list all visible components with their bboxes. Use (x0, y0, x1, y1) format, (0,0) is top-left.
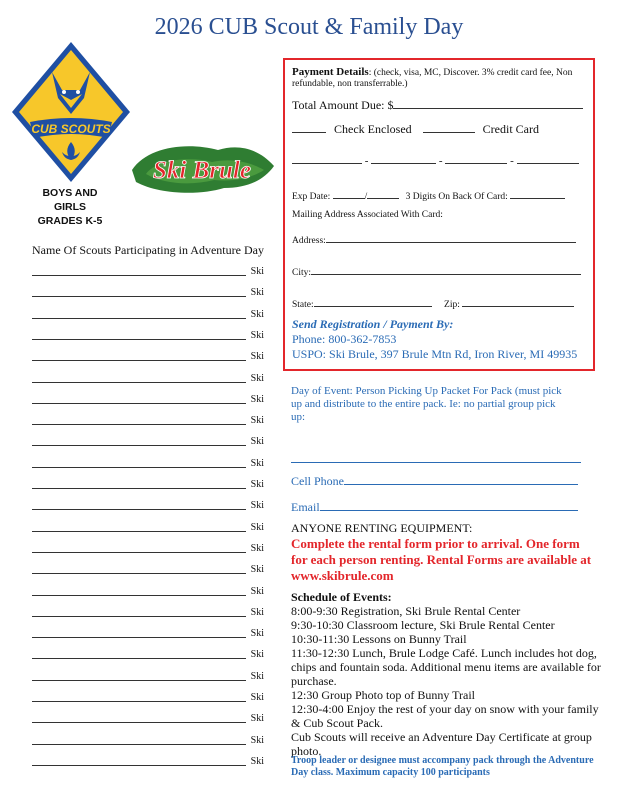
email-row (291, 500, 578, 515)
check-label: Check Enclosed (334, 122, 412, 136)
scout-name-row[interactable] (32, 350, 264, 362)
method-row (292, 122, 539, 137)
schedule-item: 10:30-11:30 Lessons on Bunny Trail (291, 632, 467, 646)
card-number-1[interactable] (292, 153, 362, 164)
payment-note: : (check, visa, MC, Discover. 3% credit card fee, Non refundable, non transferrable.) (292, 68, 573, 89)
scout-name-field[interactable] (32, 616, 246, 617)
cvv-label: 3 Digits On Back Of Card: (405, 192, 508, 202)
state-label: State: (292, 300, 314, 310)
schedule-heading: Schedule of Events: (291, 590, 392, 604)
day-of-event-line3: up: (291, 411, 306, 423)
scout-name-row[interactable] (32, 585, 264, 597)
schedule-item: 12:30-4:00 Enjoy the rest of your day on snow with your family & Cub Scout Pack. (291, 702, 599, 730)
zip-label: Zip: (444, 300, 460, 310)
scout-name-field[interactable] (32, 360, 246, 361)
schedule-item: Cub Scouts will receive an Adventure Day Certificate at group photo. (291, 730, 592, 758)
send-heading: Send Registration / Payment By: (292, 317, 454, 331)
scout-row-suffix: Ski (250, 542, 264, 554)
exp-label: Exp Date: (292, 192, 331, 202)
scout-name-field[interactable] (32, 488, 246, 489)
scout-row-suffix: Ski (250, 564, 264, 576)
scout-name-row[interactable] (32, 691, 264, 703)
scout-name-field[interactable] (32, 445, 246, 446)
scout-name-field[interactable] (32, 424, 246, 425)
scout-name-row[interactable] (32, 457, 264, 469)
card-number-row: - - - (292, 153, 579, 167)
scout-row-suffix: Ski (250, 628, 264, 640)
scout-name-row[interactable] (32, 414, 264, 426)
city-field[interactable] (311, 264, 581, 275)
cell-phone-label: Cell Phone (291, 474, 344, 488)
scout-row-suffix: Ski (250, 393, 264, 405)
email-field[interactable] (320, 500, 578, 511)
scout-row-suffix: Ski (250, 500, 264, 512)
scout-name-row[interactable] (32, 329, 264, 341)
address-label: Address: (292, 236, 326, 246)
scout-name-row[interactable] (32, 606, 264, 618)
scout-name-row[interactable] (32, 627, 264, 639)
scout-row-suffix: Ski (250, 713, 264, 725)
credit-blank[interactable] (423, 122, 475, 133)
send-phone: Phone: 800-362-7853 (292, 332, 397, 346)
card-number-2[interactable] (371, 153, 436, 164)
total-field[interactable] (393, 98, 583, 109)
scout-row-suffix: Ski (250, 287, 264, 299)
scout-row-suffix: Ski (250, 457, 264, 469)
total-row (292, 98, 583, 113)
scout-name-field[interactable] (32, 318, 246, 319)
schedule-item: 11:30-12:30 Lunch, Brule Lodge Café. Lunch includes hot dog, chips and fountain soda. Additional menu items are available for purchase. (291, 646, 601, 688)
scout-name-row[interactable] (32, 286, 264, 298)
schedule-item: 12:30 Group Photo top of Bunny Trail (291, 688, 476, 702)
scout-name-field[interactable] (32, 403, 246, 404)
scout-name-row[interactable] (32, 648, 264, 660)
scout-name-field[interactable] (32, 382, 246, 383)
ski-brule-logo (128, 136, 276, 202)
scout-name-field[interactable] (32, 722, 246, 723)
scout-name-row[interactable] (32, 308, 264, 320)
scout-name-field[interactable] (32, 531, 246, 532)
state-zip-row (292, 296, 574, 310)
scout-row-suffix: Ski (250, 734, 264, 746)
tagline-line1: BOYS AND GIRLS (42, 187, 98, 213)
exp-month[interactable] (333, 188, 365, 199)
scouts-heading: Name Of Scouts Participating in Adventure Day (32, 243, 264, 257)
scout-name-row[interactable] (32, 712, 264, 724)
tagline-line2: GRADES K-5 (37, 215, 103, 227)
grade-tagline (30, 186, 110, 228)
scout-name-field[interactable] (32, 701, 246, 702)
total-label: Total Amount Due: $ (292, 98, 394, 112)
scout-row-suffix: Ski (250, 606, 264, 618)
scout-row-suffix: Ski (250, 415, 264, 427)
scout-name-row[interactable] (32, 372, 264, 384)
scout-name-row[interactable] (32, 521, 264, 533)
scout-name-row[interactable] (32, 734, 264, 746)
scout-name-row[interactable] (32, 563, 264, 575)
scout-name-field[interactable] (32, 658, 246, 659)
scout-name-row[interactable] (32, 265, 264, 277)
scout-name-row[interactable] (32, 755, 264, 767)
scout-name-field[interactable] (32, 467, 246, 468)
scout-name-field[interactable] (32, 275, 246, 276)
scout-row-suffix: Ski (250, 351, 264, 363)
scout-row-suffix: Ski (250, 670, 264, 682)
scout-name-row[interactable] (32, 478, 264, 490)
exp-sep: / (364, 192, 368, 202)
schedule-item: 9:30-10:30 Classroom lecture, Ski Brule Rental Center (291, 618, 555, 632)
rental-heading: ANYONE RENTING EQUIPMENT: (291, 521, 473, 535)
schedule-item: 8:00-9:30 Registration, Ski Brule Rental Center (291, 604, 521, 618)
scout-name-field[interactable] (32, 680, 246, 681)
city-label: City: (292, 268, 312, 278)
scout-name-row[interactable] (32, 542, 264, 554)
day-of-event-line2: up and distribute to the entire pack. Ie: no partial group pick (291, 398, 556, 410)
payment-header (292, 67, 588, 90)
schedule-footer: Troop leader or designee must accompany pack through the Adventure Day class. Maximum capacity 100 participants (291, 755, 594, 778)
scout-name-field[interactable] (32, 744, 246, 745)
scout-row-suffix: Ski (250, 266, 264, 277)
payment-box (283, 58, 595, 371)
rental-notice: Complete the rental form prior to arrival. One form for each person renting. Rental Forms are available at www.skibrule.com (291, 536, 592, 583)
scout-name-field[interactable] (32, 637, 246, 638)
credit-label: Credit Card (482, 122, 539, 136)
scout-name-row[interactable] (32, 499, 264, 511)
card-number-4[interactable] (517, 153, 579, 164)
send-uspo: USPO: Ski Brule, 397 Brule Mtn Rd, Iron River, MI 49935 (292, 347, 578, 361)
scout-name-row[interactable] (32, 393, 264, 405)
day-of-event-line1: Day of Event: Person Picking Up Packet For Pack (must pick (291, 385, 562, 397)
scout-row-suffix: Ski (250, 692, 264, 703)
brand-text: Ski Brule (153, 157, 251, 184)
cub-scouts-logo (10, 40, 132, 190)
day-of-event (291, 385, 562, 424)
cell-phone-row (291, 474, 578, 489)
email-label: Email (291, 500, 320, 514)
cvv-field[interactable] (510, 188, 565, 199)
scout-name-field[interactable] (32, 765, 246, 766)
scout-name-field[interactable] (32, 552, 246, 553)
scout-row-suffix: Ski (250, 479, 264, 490)
scout-name-field[interactable] (32, 509, 246, 510)
city-row (292, 264, 581, 278)
scout-name-field[interactable] (32, 296, 246, 297)
exp-year[interactable] (367, 188, 399, 199)
logo-text: CUB SCOUTS (31, 122, 111, 136)
pickup-name-field[interactable] (291, 452, 581, 467)
card-number-3[interactable] (445, 153, 507, 164)
payment-heading: Payment Details (292, 66, 369, 78)
address-field[interactable] (326, 232, 576, 243)
scout-name-row[interactable] (32, 670, 264, 682)
cell-phone-field[interactable] (344, 474, 578, 485)
scout-row-suffix: Ski (250, 308, 264, 320)
scout-row-suffix: Ski (250, 521, 264, 533)
page-title: 2026 CUB Scout & Family Day (154, 14, 464, 40)
scout-row-suffix: Ski (250, 755, 264, 767)
schedule (291, 590, 601, 758)
exp-row (292, 188, 565, 202)
zip-field[interactable] (462, 296, 574, 307)
scout-row-suffix: Ski (250, 329, 264, 341)
check-blank[interactable] (292, 122, 326, 133)
scout-row-suffix: Ski (250, 649, 264, 661)
scout-name-field[interactable] (32, 339, 246, 340)
scout-row-suffix: Ski (250, 436, 264, 448)
scout-row-suffix: Ski (250, 372, 264, 384)
state-field[interactable] (314, 296, 432, 307)
mailing-label: Mailing Address Associated With Card: (292, 210, 443, 220)
scout-row-suffix: Ski (250, 585, 264, 597)
scout-name-field[interactable] (32, 595, 246, 596)
scout-name-field[interactable] (32, 573, 246, 574)
address-row (292, 232, 576, 246)
scout-name-row[interactable] (32, 435, 264, 447)
